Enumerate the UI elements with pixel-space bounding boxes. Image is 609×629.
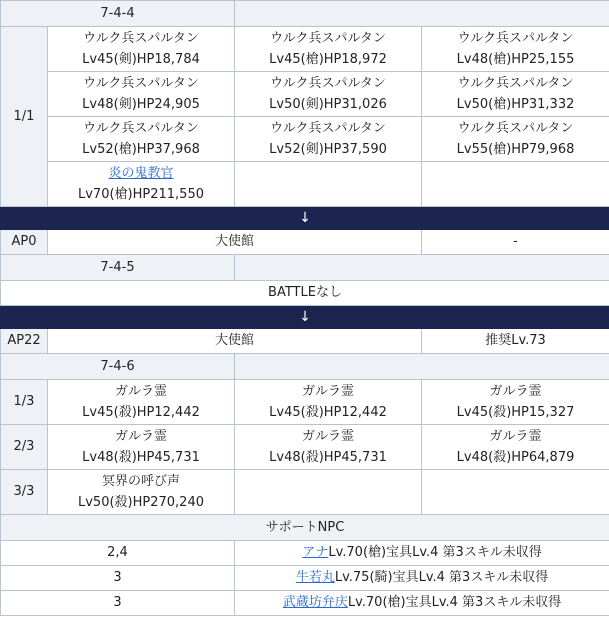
enemy-name: ガルラ霊 [302,429,355,444]
enemy-stats: Lv48(殺)HP45,731 [82,450,200,465]
no-battle-text: BATTLEなし [1,281,609,306]
support-row [1,566,609,591]
boss-row [1,162,609,207]
wave-label: 3/3 [1,470,48,515]
enemy-name: ガルラ霊 [115,384,168,399]
enemy-stats: Lv50(剣)HP31,026 [269,97,387,112]
enemy-cell [48,72,235,117]
enemy-cell [48,27,235,72]
enemy-name: ウルク兵スパルタン [270,76,386,91]
support-info [235,566,609,591]
support-wave: 3 [1,591,235,616]
enemy-cell [422,117,609,162]
arrow-row [1,306,609,329]
enemy-stats: Lv45(殺)HP12,442 [269,405,387,420]
enemy-cell [48,117,235,162]
enemy-row [1,470,609,515]
enemy-stats: Lv45(殺)HP15,327 [456,405,575,420]
enemy-stats: Lv45(剣)HP18,784 [82,52,200,67]
wave-label: 1/1 [1,27,48,207]
enemy-cell [235,425,422,470]
support-row [1,541,609,566]
enemy-stats: Lv55(槍)HP79,968 [456,142,575,157]
enemy-name: ガルラ霊 [115,429,168,444]
enemy-cell [422,380,609,425]
enemy-stats: Lv52(槍)HP37,968 [82,142,200,157]
enemy-name: ウルク兵スパルタン [83,31,199,46]
enemy-cell [235,380,422,425]
support-servant-link[interactable]: アナ [302,545,329,560]
enemy-cell [422,27,609,72]
ap-cost: AP22 [1,329,48,354]
enemy-stats: Lv45(槍)HP18,972 [269,52,387,67]
enemy-name: 冥界の呼び声 [102,474,181,489]
ap-cost: AP0 [1,230,48,255]
enemy-cell [48,425,235,470]
enemy-stats: Lv52(剣)HP37,590 [269,142,387,157]
enemy-row [1,380,609,425]
enemy-row [1,72,609,117]
enemy-cell [422,425,609,470]
enemy-row [1,425,609,470]
stage-header-746 [1,354,609,380]
enemy-cell [48,380,235,425]
ap-row [1,230,609,255]
down-arrow-icon: ↓ [1,207,609,230]
support-title: サポートNPC [1,515,609,541]
enemy-name: ウルク兵スパルタン [83,121,199,136]
enemy-cell [422,72,609,117]
stage-header-744 [1,1,609,27]
stage-label: 7-4-5 [1,255,235,281]
enemy-cell [48,470,235,515]
wave-label: 1/3 [1,380,48,425]
enemy-stats: Lv45(殺)HP12,442 [82,405,200,420]
enemy-cell [235,72,422,117]
enemy-stats: Lv48(殺)HP45,731 [269,450,387,465]
support-wave: 3 [1,566,235,591]
stage-label: 7-4-4 [1,1,235,27]
enemy-name: ウルク兵スパルタン [83,76,199,91]
enemy-stats: Lv50(槍)HP31,332 [456,97,575,112]
support-row [1,591,609,616]
enemy-name: ウルク兵スパルタン [270,121,386,136]
enemy-row [1,27,609,72]
recommended-level: 推奨Lv.73 [422,329,609,354]
enemy-name: ガルラ霊 [302,384,355,399]
location: 大使館 [48,329,422,354]
stage-label: 7-4-6 [1,354,235,380]
arrow-row [1,207,609,230]
enemy-name: ウルク兵スパルタン [457,121,574,136]
stage-header-745 [1,255,609,281]
support-detail: Lv.70(槍)宝具Lv.4 第3スキル未収得 [347,595,562,610]
support-servant-link[interactable]: 牛若丸 [295,570,335,585]
enemy-stats: Lv50(殺)HP270,240 [78,495,204,510]
support-wave: 2,4 [1,541,235,566]
enemy-stats: Lv48(殺)HP64,879 [456,450,575,465]
enemy-cell [235,27,422,72]
support-header [1,515,609,541]
support-servant-link[interactable]: 武蔵坊弁庆 [282,595,348,610]
enemy-name: ガルラ霊 [489,384,542,399]
battle-row [1,281,609,306]
enemy-row [1,117,609,162]
enemy-name: ウルク兵スパルタン [270,31,386,46]
ap-row [1,329,609,354]
enemy-name: ガルラ霊 [489,429,542,444]
support-detail: Lv.75(騎)宝具Lv.4 第3スキル未収得 [334,570,549,585]
support-info [235,591,609,616]
enemy-stats: Lv48(剣)HP24,905 [82,97,200,112]
enemy-cell [235,117,422,162]
boss-stats: Lv70(槍)HP211,550 [78,187,204,202]
wave-label: 2/3 [1,425,48,470]
ap-note: - [422,230,609,255]
down-arrow-icon: ↓ [1,306,609,329]
enemy-name: ウルク兵スパルタン [457,76,574,91]
enemy-name: ウルク兵スパルタン [457,31,574,46]
support-detail: Lv.70(槍)宝具Lv.4 第3スキル未収得 [328,545,542,560]
support-info [235,541,609,566]
boss-link[interactable]: 炎の鬼教官 [108,166,174,181]
boss-cell [48,162,235,207]
location: 大使館 [48,230,422,255]
enemy-stats: Lv48(槍)HP25,155 [456,52,575,67]
